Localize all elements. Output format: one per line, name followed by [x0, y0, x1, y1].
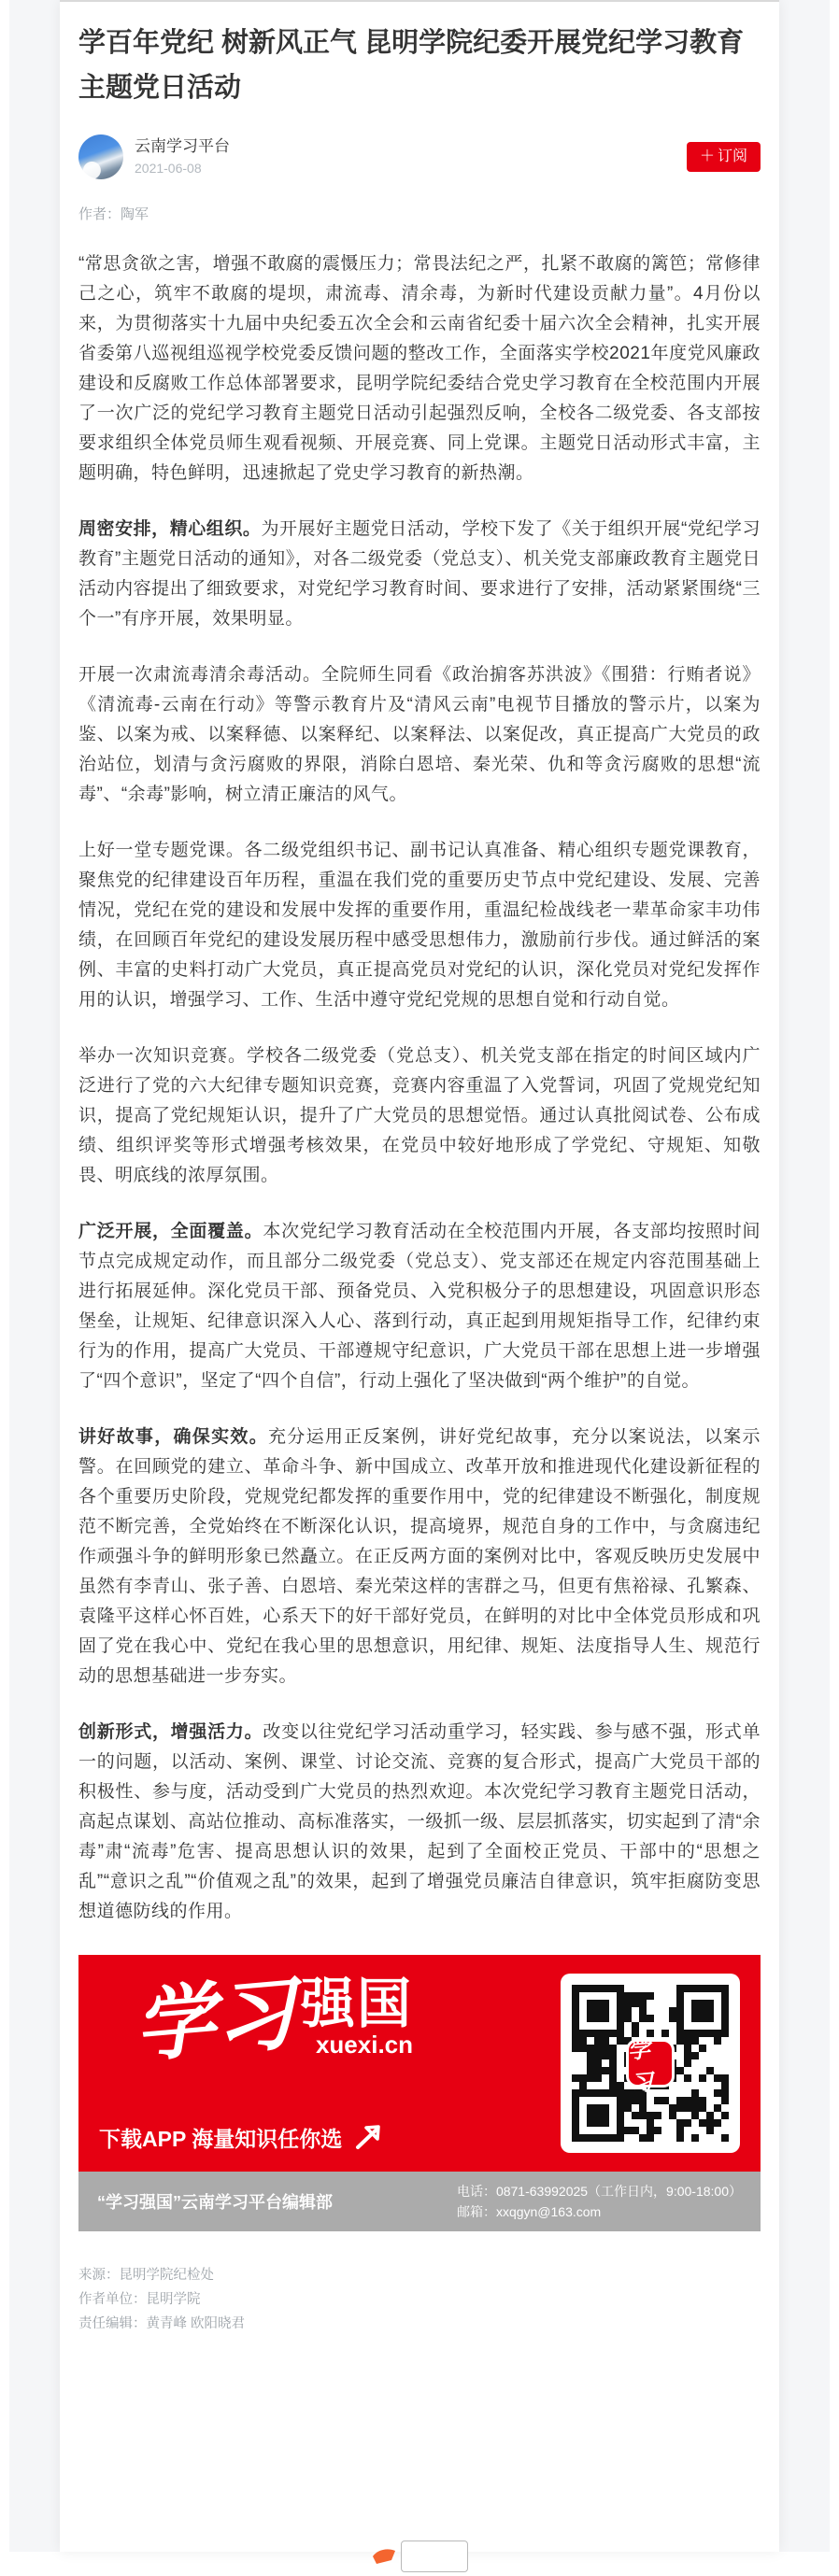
banner-left — [99, 1965, 561, 2153]
contact-email: 邮箱：xxqgyn@163.com — [456, 2204, 602, 2219]
xuexi-logo-qiangguo: 强国 — [301, 1974, 414, 2034]
article-paragraph: “常思贪欲之害，增强不敢腐的震慑压力；常畏法纪之严，扎紧不敢腐的篱笆；常修律己之心，筑牢不敢腐的堤坝，肃流毒、清余毒，为新时代建设贡献力量”。4月份以来，为贯彻落实十九届中央纪委五次全会和云南省纪委十届六次全会精神，扎实开展省委第八巡视组巡视学校党委反馈问题的整改工作，全面落实学校2021年度党风廉政建设和反腐败工作总体部署要求，昆明学院纪委结合党史学习教育在全校范围内开展了一次广泛的党纪学习教育主题党日活动引起强烈反响，全校各二级党委、各支部按要求组织全体党员师生观看视频、开展竞赛、同上党课。主题党日活动形式丰富，主题明确，特色鲜明，迅速掀起了党史学习教育的新热潮。 — [78, 254, 761, 483]
publisher-name[interactable]: 云南学习平台 — [135, 137, 230, 155]
xuexi-logo-script: 学习 — [130, 1965, 300, 2074]
publisher-avatar[interactable] — [78, 134, 123, 179]
article-paragraph: 举办一次知识竞赛。学校各二级党委（党总支）、机关党支部在指定的时间区域内广泛进行了党的六大纪律专题知识竞赛，竞赛内容重温了入党誓词，巩固了党规党纪知识，提高了党纪规矩认识，提升了广大党员的思想觉悟。通过认真批阅试卷、公布成绩、组织评奖等形式增强考核效果，在党员中较好地形成了学党纪、守规矩、知敬畏、明底线的浓厚氛围。 — [78, 1046, 761, 1185]
download-row — [99, 2121, 561, 2153]
editorial-dept: “学习强国”云南学习平台编辑部 — [97, 2193, 333, 2212]
qr-code — [561, 1974, 740, 2153]
xuexi-banner[interactable] — [78, 1955, 761, 2172]
publish-date: 2021-06-08 — [135, 161, 202, 176]
article-paragraph: 周密安排，精心组织。为开展好主题党日活动，学校下发了《关于组织开展“党纪学习教育”主题党日活动的通知》，对各二级党委（党总支）、机关党支部廉政教育主题党日活动内容提出了细致要求，对党纪学习教育时间、要求进行了安排，活动紧紧围绕“三个一”有序开展，效果明显。 — [78, 519, 761, 629]
xuexi-app-icon — [626, 2035, 675, 2097]
article-paragraph: 上好一堂专题党课。各二级党组织书记、副书记认真准备、精心组织专题党课教育，聚焦党的纪律建设百年历程，重温在我们党的重要历史节点中党纪建设、发展、完善情况，党纪在党的建设和发展中发挥的重要作用，重温纪检战线老一辈革命家丰功伟绩，在回顾百年党纪的建设发展历程中感受思想伟力，激励前行步伐。通过鲜活的案例、丰富的史料打动广大党员，真正提高党员对党纪的认识，深化党员对党纪发挥作用的认识，增强学习、工作、生活中遵守党纪党规的思想自觉和行动自觉。 — [78, 841, 761, 1010]
article-body — [78, 249, 761, 1927]
xuexi-logo — [99, 1965, 561, 2074]
author-unit-line: 作者单位：昆明学院 — [78, 2292, 201, 2307]
editor-line: 责任编辑：黄青峰 欧阳晓君 — [78, 2316, 246, 2331]
like-button[interactable] — [401, 2541, 468, 2572]
xuexi-logo-block — [301, 1974, 414, 2059]
publisher-row — [78, 134, 761, 179]
arrow-up-right-icon — [351, 2121, 387, 2153]
subscribe-label: 订阅 — [717, 149, 747, 164]
publisher-meta — [135, 136, 687, 177]
source-line: 来源：昆明学院纪检处 — [78, 2268, 214, 2283]
author-line: 作者：陶军 — [78, 206, 149, 222]
contact-phone: 电话：0871-63992025（工作日内，9:00-18:00） — [456, 2184, 742, 2199]
article-card — [60, 0, 779, 2552]
subscribe-button[interactable] — [687, 142, 761, 172]
xuexi-app-icon-glyph: 学习 — [626, 2035, 654, 2097]
article-paragraph: 开展一次肃流毒清余毒活动。全院师生同看《政治掮客苏洪波》《围猎：行贿者说》《清流毒-云南在行动》等警示教育片及“清风云南”电视节目播放的警示片，以案为鉴、以案为戒、以案释德、以案释纪、以案释法、以案促改，真正提高广大党员的政治站位，划清与贪污腐败的界限，消除白恩培、秦光荣、仇和等贪污腐败的思想“流毒”、“余毒”影响，树立清正廉洁的风气。 — [78, 665, 761, 804]
plus-icon: ＋ — [699, 149, 715, 164]
download-text: 下载APP 海量知识任你选 — [99, 2126, 343, 2151]
like-row — [371, 2541, 468, 2572]
article-paragraph: 广泛开展，全面覆盖。本次党纪学习教育活动在全校范围内开展，各支部均按照时间节点完成规定动作，而且部分二级党委（党总支）、党支部还在规定内容范围基础上进行拓展延伸。深化党员干部、预备党员、入党积极分子的思想建设，巩固意识形态堡垒，让规矩、纪律意识深入人心、落到行动，真正起到用规矩指导工作，纪律约束行为的作用，提高广大党员、干部遵规守纪意识，广大党员干部在思想上进一步增强了“四个意识”，坚定了“四个自信”，行动上强化了坚决做到“两个维护”的自觉。 — [78, 1222, 761, 1391]
banner-footer — [78, 2172, 761, 2231]
xuexi-domain: xuexi.cn — [315, 2031, 414, 2059]
contact-block — [457, 2181, 742, 2222]
footer-info — [78, 2263, 761, 2336]
article-title: 学百年党纪 树新风正气 昆明学院纪委开展党纪学习教育主题党日活动 — [78, 28, 745, 103]
article-paragraph: 讲好故事，确保实效。充分运用正反案例，讲好党纪故事，充分以案说法，以案示警。在回顾党的建立、革命斗争、新中国成立、改革开放和推进现代化建设新征程的各个重要历史阶段，党规党纪都发挥的重要作用中，党的纪律建设不断强化，制度规范不断完善，全党始终在不断深化认识，提高境界，规范自身的工作中，与贪腐违纪作顽强斗争的鲜明形象已然矗立。在正反两方面的案例对比中，客观反映历史发展中虽然有李青山、张子善、白恩培、秦光荣这样的害群之马，但更有焦裕禄、孔繁森、袁隆平这样心怀百姓，心系天下的好干部好党员，在鲜明的对比中全体党员形成和巩固了党在我心中、党纪在我心里的思想意识，用纪律、规矩、法度指导人生、规范行动的思想基础进一步夯实。 — [78, 1427, 761, 1686]
article-paragraph: 创新形式，增强活力。改变以往党纪学习活动重学习，轻实践、参与感不强，形式单一的问题，以活动、案例、课堂、讨论交流、竞赛的复合形式，提高广大党员干部的积极性、参与度，活动受到广大党员的热烈欢迎。本次党纪学习教育主题党日活动，高起点谋划、高站位推动、高标准落实，一级抓一级、层层抓落实，切实起到了清“余毒”肃“流毒”危害、提高思想认识的效果，起到了全面校正党员、干部中的“思想之乱”“意识之乱”“价值观之乱”的效果，起到了增强党员廉洁自律意识，筑牢拒腐防变思想道德防线的作用。 — [78, 1722, 761, 1921]
page-background — [9, 0, 830, 2552]
